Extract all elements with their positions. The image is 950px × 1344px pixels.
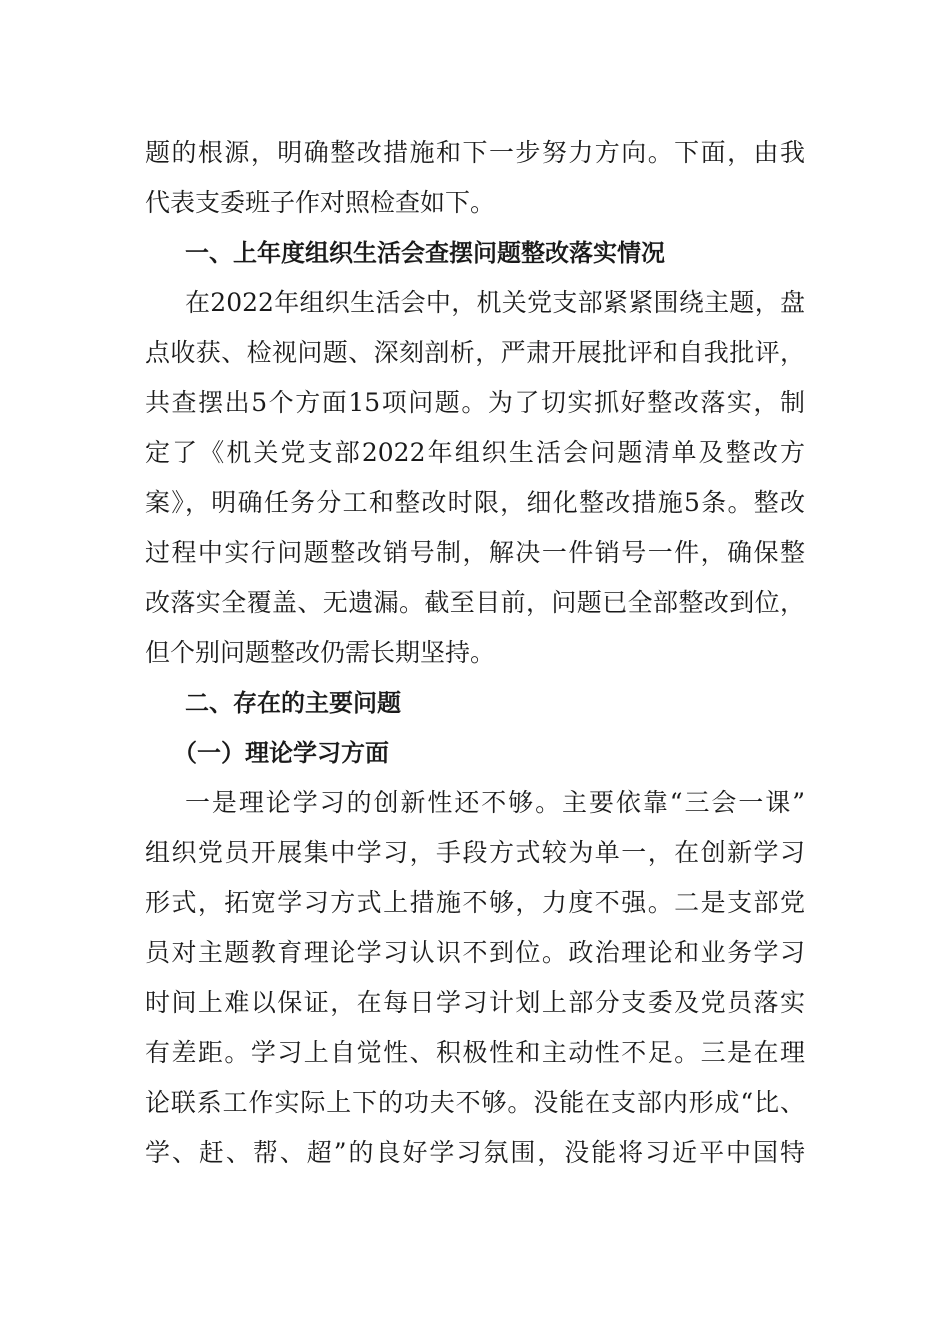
body-line: 员对主题教育理论学习认识不到位。政治理论和业务学习 — [145, 938, 805, 967]
body-line: 在2022年组织生活会中，机关党支部紧紧围绕主题，盘 — [185, 288, 805, 317]
subsection-heading-1: （一）理论学习方面 — [173, 739, 389, 767]
section-heading-2: 二、存在的主要问题 — [185, 689, 401, 717]
body-line: 但个别问题整改仍需长期坚持。 — [145, 638, 496, 667]
body-line: 题的根源，明确整改措施和下一步努力方向。下面，由我 — [145, 138, 805, 167]
body-line: 一是理论学习的创新性还不够。主要依靠“三会一课” — [185, 788, 805, 817]
section-heading-1: 一、上年度组织生活会查摆问题整改落实情况 — [185, 239, 665, 267]
body-line: 改落实全覆盖、无遗漏。截至目前，问题已全部整改到位， — [145, 588, 805, 617]
body-line: 点收获、检视问题、深刻剖析，严肃开展批评和自我批评， — [145, 338, 805, 367]
body-line: 论联系工作实际上下的功夫不够。没能在支部内形成“比、 — [145, 1088, 805, 1117]
body-line: 共查摆出5个方面15项问题。为了切实抓好整改落实，制 — [145, 388, 805, 417]
body-line: 形式，拓宽学习方式上措施不够，力度不强。二是支部党 — [145, 888, 805, 917]
body-line: 定了《机关党支部2022年组织生活会问题清单及整改方 — [145, 438, 805, 467]
document-body — [145, 128, 805, 1178]
body-line: 代表支委班子作对照检查如下。 — [145, 188, 496, 217]
body-line: 组织党员开展集中学习，手段方式较为单一，在创新学习 — [145, 838, 805, 867]
body-line: 学、赶、帮、超”的良好学习氛围，没能将习近平中国特 — [145, 1138, 805, 1167]
body-line: 案》，明确任务分工和整改时限，细化整改措施5条。整改 — [145, 488, 805, 517]
body-line: 过程中实行问题整改销号制，解决一件销号一件，确保整 — [145, 538, 805, 567]
body-line: 有差距。学习上自觉性、积极性和主动性不足。三是在理 — [145, 1038, 805, 1067]
body-line: 时间上难以保证，在每日学习计划上部分支委及党员落实 — [145, 988, 805, 1017]
